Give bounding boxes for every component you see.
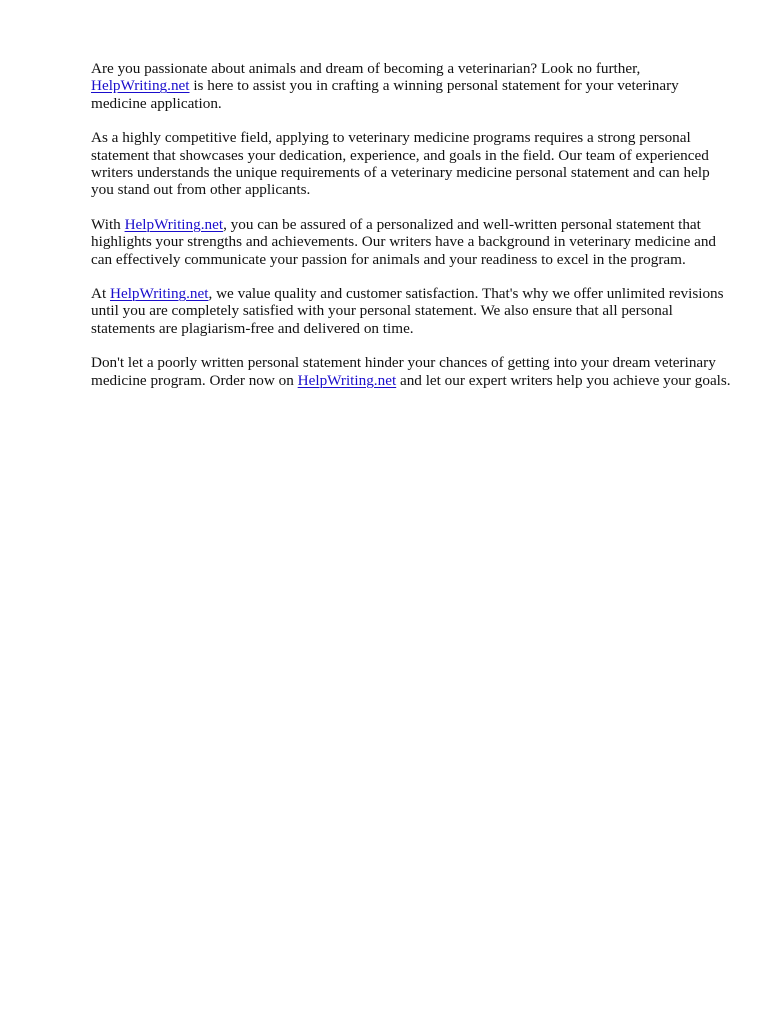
paragraph-personalized: [91, 216, 731, 268]
paragraph-quality-text-before: At: [91, 285, 107, 303]
document-page: [91, 60, 731, 406]
paragraph-quality-text-after: , we value quality and customer satisfaction. That's why we offer unlimited revisions until you are completely satisfied with your personal statement. We also ensure that all personal statements are plagiarism-free and delivered on time.: [91, 285, 724, 337]
paragraph-call-to-action: [91, 354, 731, 389]
helpwriting-link[interactable]: HelpWriting.net: [91, 77, 190, 95]
paragraph-personalized-text-before: With: [91, 215, 121, 233]
paragraph-intro-text-after: is here to assist you in crafting a winning personal statement for your veterinary medicine application.: [91, 77, 679, 112]
paragraph-personalized-text-after: , you can be assured of a personalized and well-written personal statement that highlights your strengths and achievements. Our writers have a background in veterinary medicine and can effectively communicate your passion for animals and your readiness to excel in the program.: [91, 215, 717, 268]
paragraph-call-to-action-text-before: Don't let a poorly written personal statement hinder your chances of getting into your dream veterinary medicine program. Order now on: [91, 354, 716, 389]
paragraph-intro: [91, 60, 731, 112]
paragraph-intro-text-before: Are you passionate about animals and dream of becoming a veterinarian? Look no further,: [91, 60, 641, 77]
helpwriting-link[interactable]: HelpWriting.net: [124, 215, 224, 233]
helpwriting-link[interactable]: HelpWriting.net: [297, 371, 397, 389]
paragraph-competitive-field-text: As a highly competitive field, applying to veterinary medicine programs requires a strong personal statement that showcases your dedication, experience, and goals in the field. Our team of experienced writers understands the unique requirements of a veterinary medicine personal statement and can help you stand out from other applicants.: [91, 129, 710, 199]
paragraph-quality: [91, 285, 731, 337]
paragraph-call-to-action-text-after: and let our expert writers help you achieve your goals.: [399, 371, 731, 389]
helpwriting-link[interactable]: HelpWriting.net: [109, 285, 209, 303]
paragraph-competitive-field: [91, 129, 731, 199]
